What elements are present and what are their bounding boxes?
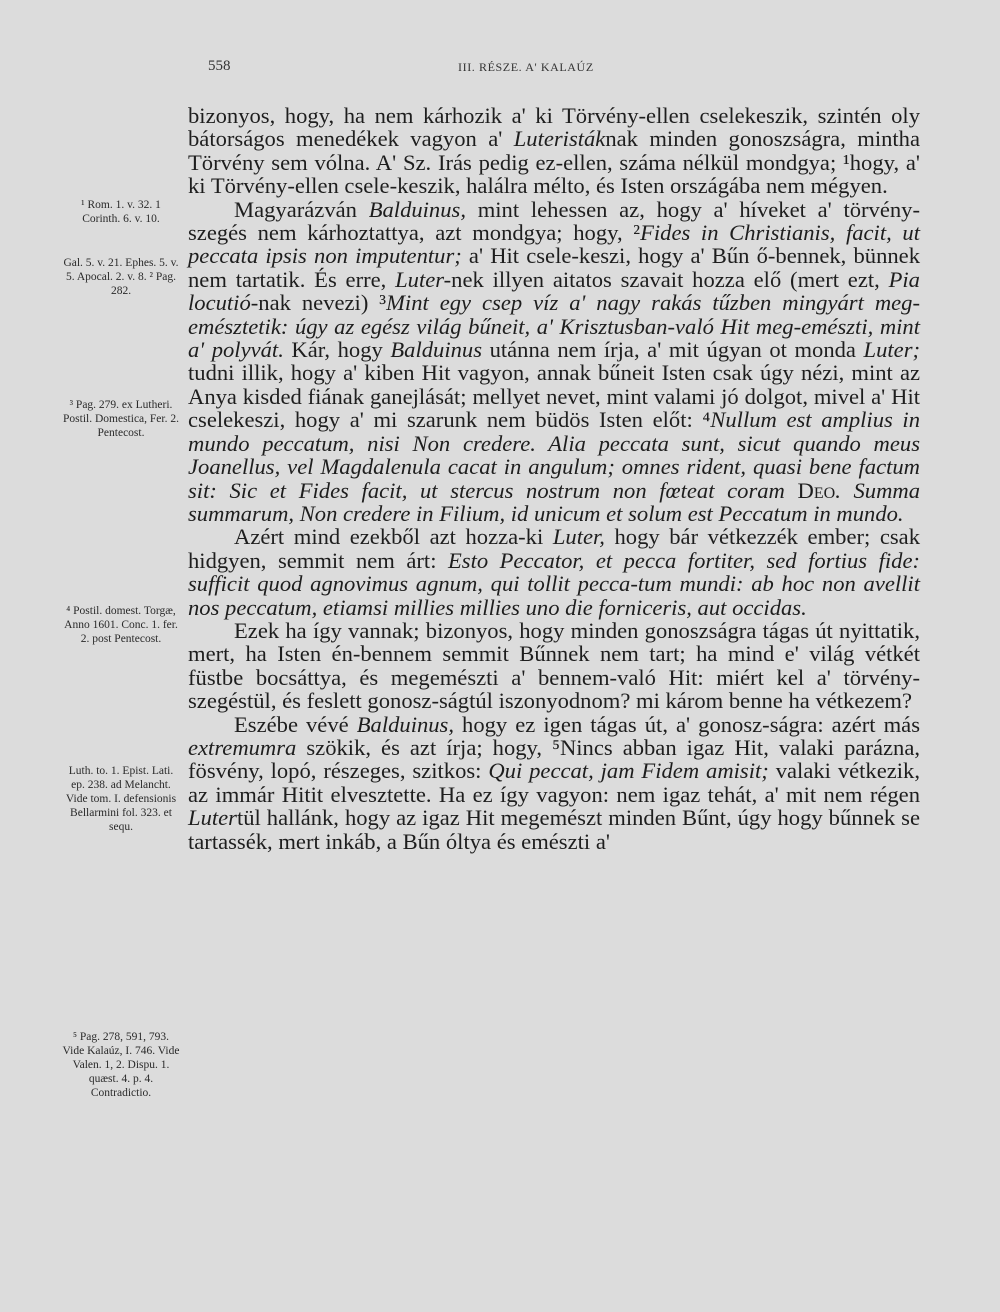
text-run: utánna nem írja, a' mit úgyan ot monda <box>482 337 864 363</box>
small-caps-text: Deo <box>797 477 836 503</box>
margin-notes <box>62 0 180 1312</box>
paragraph <box>188 198 920 526</box>
italic-text: Pia locutió <box>188 266 920 316</box>
paragraph <box>188 619 920 713</box>
text-run: Magyarázván <box>234 196 369 222</box>
text-run: bizonyos, hogy, ha nem kárhozik a' ki Törvény-ellen cselekeszik, szintén oly bátorságos menedékek vagyon a' <box>188 103 920 152</box>
text-run: szökik, és azt írja; hogy, ⁵Nincs abban igaz Hit, valaki parázna, fösvény, lopó, részeges, szitkos: <box>188 734 920 784</box>
text-run: Kár, hogy <box>283 337 391 363</box>
italic-text: extremumra <box>188 734 297 760</box>
page-number: 558 <box>208 58 231 74</box>
paragraph <box>188 713 920 853</box>
margin-note: ³ Pag. 279. ex Lutheri. Postil. Domestica, Fer. 2. Pentecost. <box>63 399 179 439</box>
italic-text: Balduinus, <box>356 711 454 737</box>
text-run: mint lehessen az, hogy a' híveket a' törvény-szegés nem kárhoztattya, azt mondgya; hogy, ² <box>188 196 920 246</box>
text-run: tül hallánk, hogy az igaz Hit megemészt minden Bűnt, úgy hogy bűnnek se tartassék, mert inkáb, a Bűn óltya és emészti a' <box>188 805 920 854</box>
text-run: -nak nevezi) ³ <box>250 290 387 316</box>
italic-text: Nullum est amplius in mundo peccatum, nisi Non credere. Alia peccata sunt, sicut quando meus Joanellus, vel Magdalenula cacat in angulum; omnes rident, quasi bene factum sit: Sic et Fides facit, ut stercus nostrum non fœteat coram <box>188 407 920 503</box>
running-title: III. RÉSZE. A' KALAÚZ <box>458 60 594 74</box>
italic-text: Luteristák <box>513 126 606 152</box>
text-run: valaki vétkezik, az immár Hitit elvesztette. Ha ez így vagyon: nem igaz tehát, a' mit nem régen <box>188 758 920 807</box>
margin-note: ¹ Rom. 1. v. 32. 1 Corinth. 6. v. 10. <box>81 199 161 225</box>
italic-text: Mint egy csep víz a' nagy rakás tűzben mingyárt meg-emésztetik: úgy az egész világ bűneit, a' Krisztusban-való Hit meg-emészti, mint a' polyvát. <box>188 290 920 363</box>
italic-text: Balduinus <box>390 337 483 363</box>
italic-text: Luter <box>188 805 237 831</box>
margin-note: Luth. to. 1. Epist. Lati. ep. 238. ad Melancht. Vide tom. I. defensionis Bellarmini fol. 323. et sequ. <box>65 765 177 833</box>
text-run: Ezek ha így vannak; bizonyos, hogy minden gonoszságra tágas út nyittatik, mert, ha Isten én-bennem semmit Bűnnek nem tart; ha mind e' világ vétkét füstbe bocsáttya, és megemészti a' bennem-való Hit: miért kel a' törvény-szegéstül, és feslett gonosz-ságtúl iszonyodnom? mi károm benne ha vétkezem? <box>188 617 920 714</box>
text-run: Eszébe vévé <box>234 711 357 737</box>
paragraph <box>188 525 920 619</box>
text-run: a' Hit csele-keszi, hogy a' Bűn ő-bennek, bünnek nem tartatik. És erre, <box>188 243 920 292</box>
italic-text: . Summa summarum, Non credere in Filium, id unicum et solum est Peccatum in mundo. <box>188 477 921 526</box>
margin-note: ⁵ Pag. 278, 591, 793. Vide Kalaúz, I. 746. Vide Valen. 1, 2. Dispu. 1. quæst. 4. p. 4. Contradictio. <box>62 1031 180 1099</box>
text-run: nek illyen aitatos szavait hozza elő (mert ezt, <box>451 266 889 292</box>
italic-text: Fides in Christianis, facit, ut peccata ipsis non imputentur; <box>188 220 921 269</box>
italic-text: Esto Peccator, et pecca fortiter, sed fortius fide: sufficit quod agnovimus agnum, qui tollit pecca-tum mundi: ab hoc non avellit nos peccatum, etiamsi millies millies uno die forniceris, aut occidas. <box>188 547 921 620</box>
italic-text: Balduinus, <box>368 196 466 222</box>
italic-text: Qui peccat, jam Fidem amisit; <box>488 758 769 784</box>
italic-text: Luter; <box>863 337 921 363</box>
text-run: hogy bár vétkezzék ember; csak hidgyen, semmit nem árt: <box>188 524 920 573</box>
paragraph <box>188 104 920 198</box>
text-run: Azért mind ezekből azt hozza-ki <box>234 524 553 550</box>
margin-note: Gal. 5. v. 21. Ephes. 5. v. 5. Apocal. 2. v. 8. ² Pag. 282. <box>63 257 179 297</box>
text-run: tudni illik, hogy a' kiben Hit vagyon, annak bűneit Isten csak úgy nézi, mint az Anya kisded fiának ganejlását; mellyet nevet, mint valami jó dolgot, mivel a' Hit cselekeszi, hogy a' mi szarunk nem büdös Isten előt: ⁴ <box>188 360 920 433</box>
text-run: hogy ez igen tágas út, a' gonosz-ságra: azért más <box>454 711 920 737</box>
italic-text: Luter- <box>395 266 452 292</box>
body-text <box>188 104 920 853</box>
margin-note: ⁴ Postil. domest. Torgæ, Anno 1601. Conc. 1. fer. 2. post Pentecost. <box>64 605 178 645</box>
text-run: nak minden gonoszságra, mintha Törvény sem vólna. A' Sz. Irás pedig ez-ellen, száma nélkül mondgya; ¹hogy, a' ki Törvény-ellen csele-keszik, halálra mélto, és Isten országába nem mégyen. <box>188 126 920 199</box>
italic-text: Luter, <box>552 524 605 550</box>
